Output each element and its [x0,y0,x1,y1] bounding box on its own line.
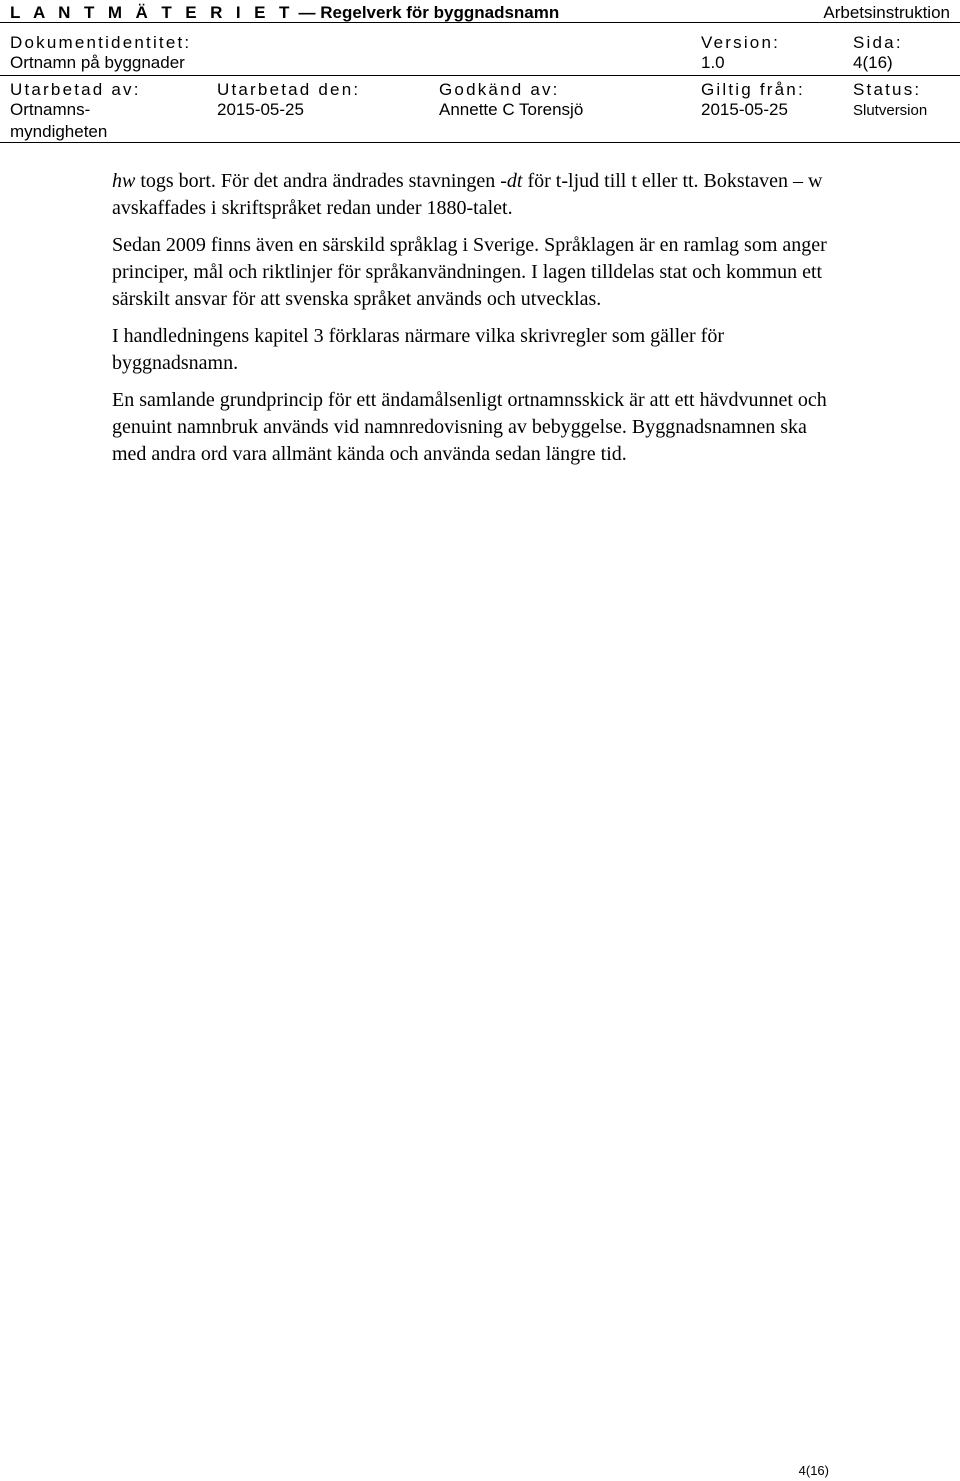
paragraph-2 [112,232,832,313]
document-type: Arbetsinstruktion [823,3,950,22]
inline-hw: hw [112,170,136,192]
title-separator: — [293,3,321,22]
approved-by-label: Godkänd av: [439,80,560,99]
paragraph-2-text-a: Sedan 2009 finns även en särskild språklag i Sverige. [112,234,540,256]
header-divider-top [0,22,960,23]
prepared-by-label: Utarbetad av: [10,80,141,99]
paragraph-3: I handledningens kapitel 3 förklaras närmare vilka skrivregler som gäller för byggnadsnamn. [112,325,725,374]
paragraph-1-text-a: togs bort. För det andra ändrades stavningen [135,170,501,192]
paragraph-4: En samlande grundprincip för ett ändamålsenligt ortnamnsskick är att ett hävdvunnet och genuint namnbruk används vid namnredovisning av bebyggelse. Byggnadsnamnen ska med andra ord vara allmänt kända och använda sedan längre tid. [112,389,827,465]
prepared-date-label: Utarbetad den: [217,80,361,99]
prepared-by-value-line1: Ortnamns- [10,100,91,119]
header-divider-mid [0,75,960,76]
prepared-by-value-line2: myndigheten [10,122,108,141]
inline-dt: -dt [500,170,523,192]
prepared-date-value: 2015-05-25 [217,100,304,119]
footer-page-number: 4(16) [798,1463,829,1478]
paragraph-1-text-b: för t-ljud till t eller tt. Bokstaven – w avskaffades i skriftspråket redan under 1880-talet. [112,170,823,219]
header-divider-bottom [0,142,960,143]
version-value: 1.0 [701,53,725,72]
header-title [10,3,559,23]
valid-from-value: 2015-05-25 [701,100,788,119]
body-text [112,168,832,478]
status-value: Slutversion [853,102,928,119]
paragraph-2-text-b: Språklagen är en ramlag som anger principer, mål och riktlinjer för språkanvändningen. I lagen tilldelas stat och kommun ett särskilt ansvar för att svenska språket används och utvecklas. [112,234,827,310]
doc-id-label: Dokumentidentitet: [10,33,192,52]
org-name: L A N T M Ä T E R I E T [10,3,294,22]
version-label: Version: [701,33,781,52]
page-value: 4(16) [853,53,893,72]
approved-by-value: Annette C Torensjö [439,100,584,119]
status-label: Status: [853,80,922,99]
page-label: Sida: [853,33,903,52]
doc-id-value: Ortnamn på byggnader [10,53,185,72]
document-title: Regelverk för byggnadsnamn [320,3,560,22]
valid-from-label: Giltig från: [701,80,805,99]
paragraph-1 [112,168,832,222]
